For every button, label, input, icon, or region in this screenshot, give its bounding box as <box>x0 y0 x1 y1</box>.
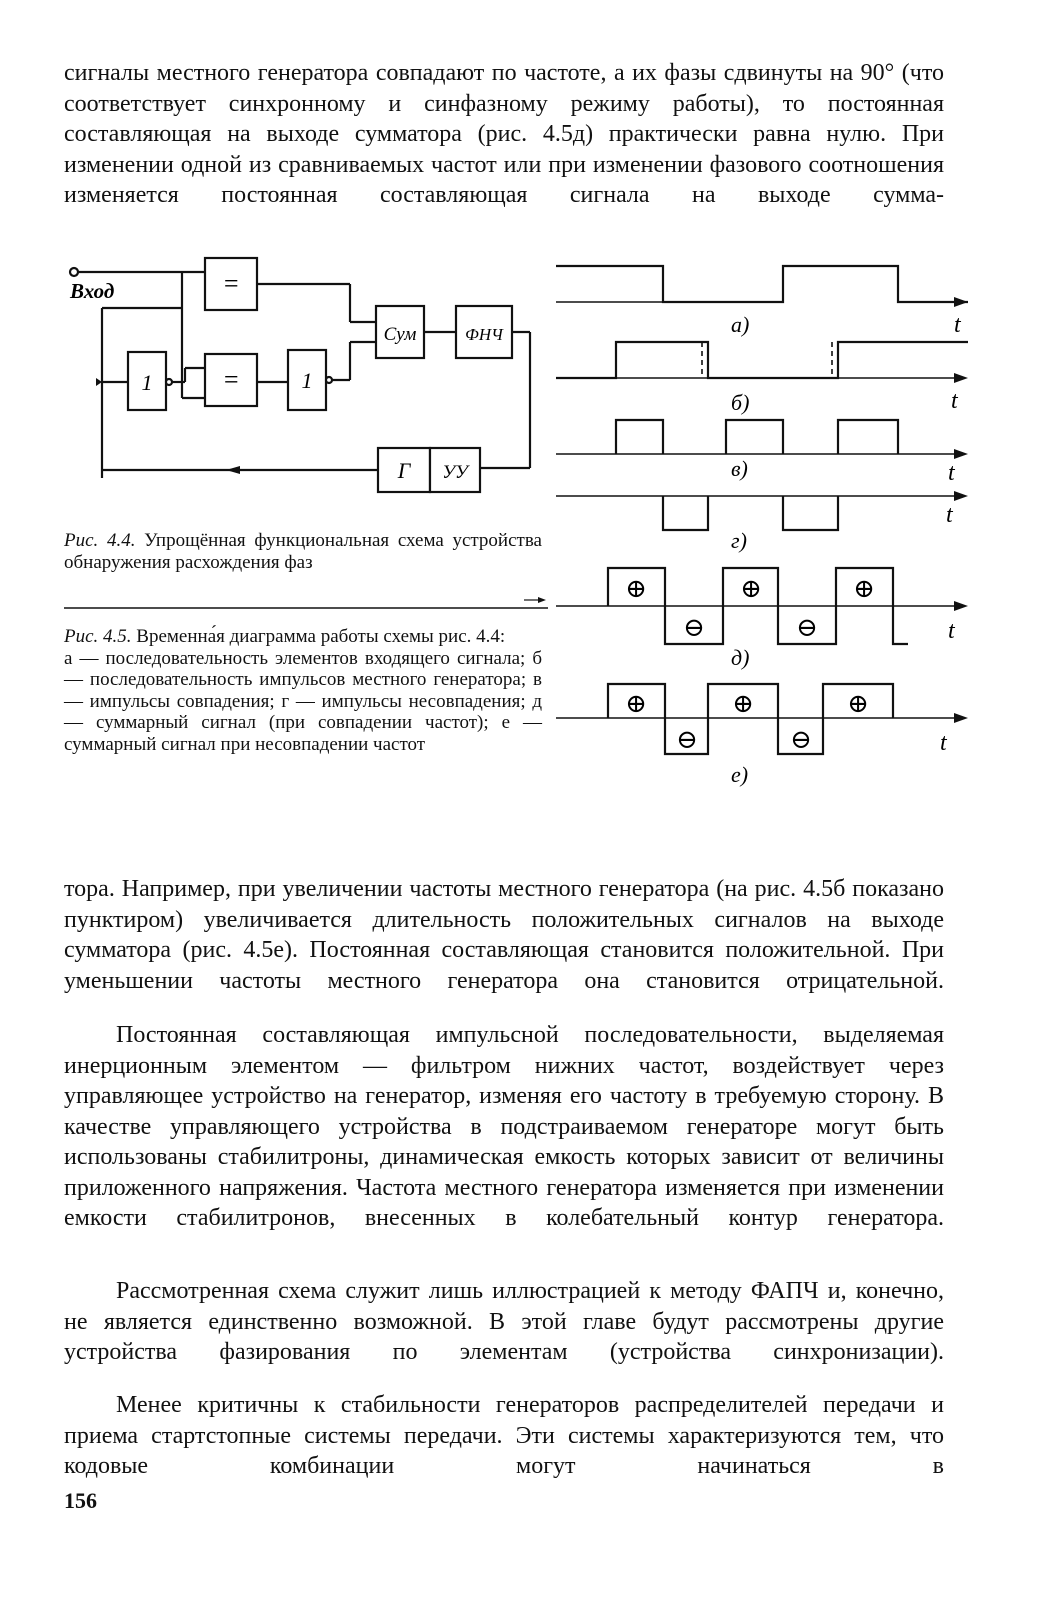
caption-fig-4-4-text: Упрощённая функциональная схема устройства обнаружения расхождения фаз <box>64 530 542 573</box>
inverter2-label: 1 <box>301 368 313 393</box>
plus-sign: ⊕ <box>732 689 754 718</box>
time-label-a: t <box>954 312 961 338</box>
eq1-label: = <box>222 269 240 298</box>
paragraph-start-stop: Менее критичны к стабильности генераторов распределителей передачи и приема стартстопные системы передачи. Эти системы характеризуются тем, что кодовые комбинации могут начинаться в <box>64 1392 944 1479</box>
paragraph-continuation: тора. Например, при увеличении частоты местного генератора (на рис. 4.5б показано пунктиром) увеличивается длительность положительных сигналов на выходе сумматора (рис. 4.5е). Постоянная составляющая становится положительной. При уменьшении частоты местного генератора она становится отрицательной. <box>64 876 944 994</box>
time-label-v: t <box>948 460 955 486</box>
caption-fig-4-5-text: Временна́я диаграмма работы схемы рис. 4.4: <box>136 626 506 647</box>
caption-fig-4-5-label: Рис. 4.5. <box>64 626 132 647</box>
trace-label-a: а) <box>731 312 750 337</box>
plus-sign: ⊕ <box>625 574 647 603</box>
minus-sign: ⊖ <box>796 613 818 642</box>
trace-label-d: д) <box>731 645 750 670</box>
caption-fig-4-4 <box>64 530 542 573</box>
trace-label-e: е) <box>731 762 749 787</box>
time-label-g: t <box>946 502 953 528</box>
inverter1-label: 1 <box>141 370 153 395</box>
minus-sign: ⊖ <box>790 725 812 754</box>
plus-sign: ⊕ <box>625 689 647 718</box>
eq2-label: = <box>222 365 240 394</box>
caption-fig-4-4-label: Рис. 4.4. <box>64 530 136 551</box>
plus-sign: ⊕ <box>853 574 875 603</box>
caption-separator <box>64 596 550 618</box>
time-label-b: t <box>951 388 958 414</box>
input-label: Вход <box>70 279 115 303</box>
plus-sign: ⊕ <box>740 574 762 603</box>
control-unit-label: УУ <box>442 462 468 483</box>
trace-label-b: б) <box>731 390 750 415</box>
page-number: 156 <box>64 1488 97 1513</box>
time-label-d: t <box>948 618 955 644</box>
minus-sign: ⊖ <box>676 725 698 754</box>
trace-label-v: в) <box>731 456 748 481</box>
figure-4-4-block-diagram <box>60 250 550 510</box>
paragraph-scheme-illustration: Рассмотренная схема служит лишь иллюстрацией к методу ФАПЧ и, конечно, не является единственно возможной. В этой главе будут рассмотрены другие устройства фазирования по элементам (устройства синхронизации). <box>64 1278 944 1365</box>
lpf-label: ФНЧ <box>465 325 503 344</box>
paragraph-constant-component: Постоянная составляющая импульсной последовательности, выделяемая инерционным элементом — фильтром нижних частот, воздействует через управляющее устройство на генератор, изменяя его частоту в требуемую сторону. В качестве управляющего устройства в подстраиваемом генераторе могут быть использованы стабилитроны, динамическая емкость которых зависит от величины приложенного напряжения. Частота местного генератора изменяется при изменении емкости стабилитронов, внесенных в колебательный контур генератора. <box>64 1022 944 1231</box>
time-label-e: t <box>940 730 947 756</box>
trace-label-g: г) <box>731 528 747 553</box>
plus-sign: ⊕ <box>847 689 869 718</box>
sum-label: Сум <box>383 324 417 345</box>
minus-sign: ⊖ <box>683 613 705 642</box>
caption-fig-4-5 <box>64 626 542 755</box>
figure-4-5-timing-diagram <box>548 250 988 800</box>
paragraph-top: сигналы местного генератора совпадают по частоте, а их фазы сдвинуты на 90° (что соответствует синхронному и синфазному режиму работы), то постоянная составляющая на выходе сумматора (рис. 4.5д) практически равна нулю. При изменении одной из сравниваемых частот или при изменении фазового соотношения изменяется постоянная составляющая сигнала на выходе сумма- <box>64 60 944 208</box>
generator-label: Г <box>397 458 411 483</box>
caption-fig-4-5-legend: а — последовательность элементов входящего сигнала; б — последовательность импульсов местного генератора; в — импульсы совпадения; г — импульсы несовпадения; д — суммарный сигнал (при совпадении частот); е — суммарный сигнал при несовпадении частот <box>64 647 542 755</box>
